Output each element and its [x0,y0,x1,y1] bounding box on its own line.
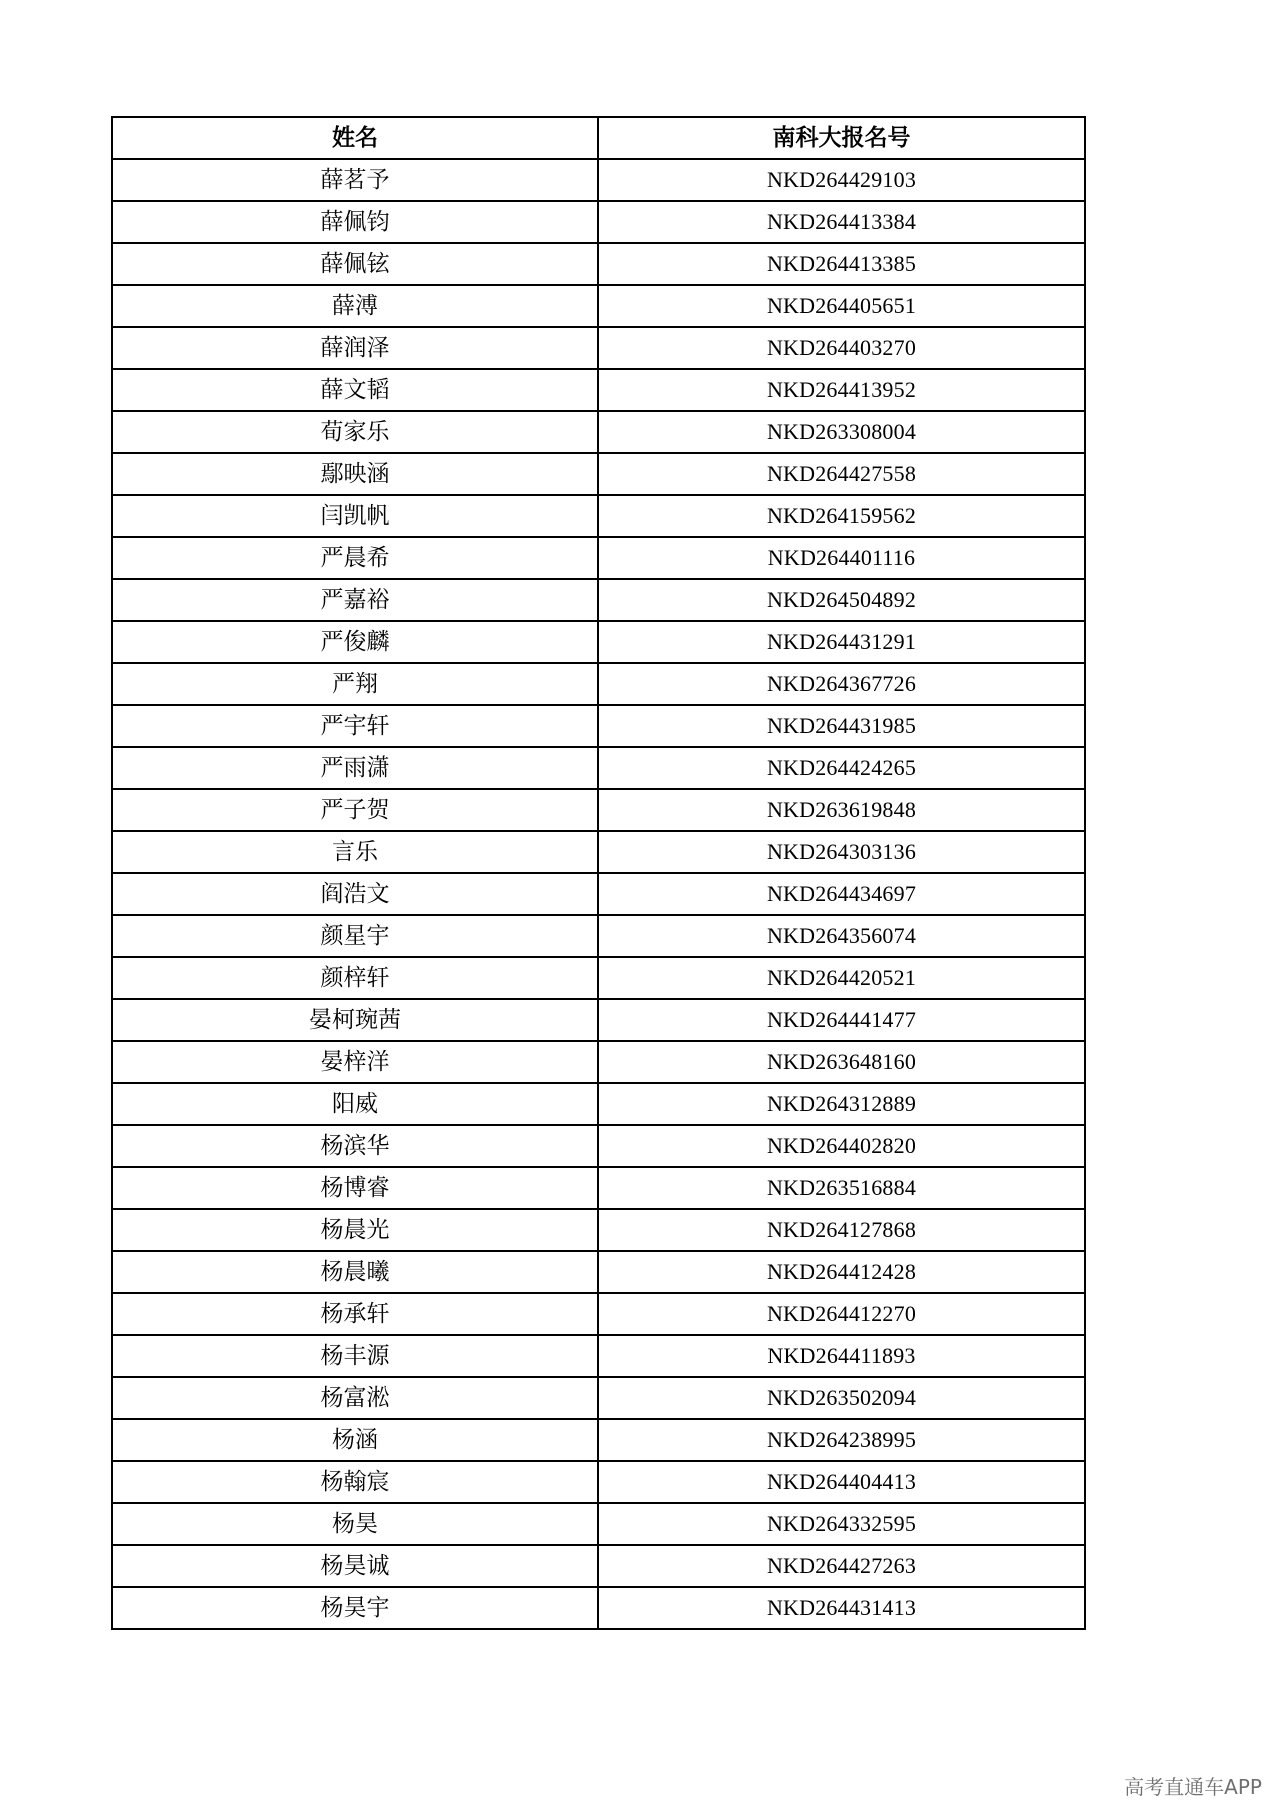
watermark: 高考直通车APP [1124,1775,1262,1799]
student-name: 严晨希 [112,537,598,579]
student-name: 杨晨光 [112,1209,598,1251]
table-row [112,747,1085,789]
table-row [112,621,1085,663]
table-row [112,999,1085,1041]
registration-number: NKD264413385 [598,243,1085,285]
student-name: 杨晨曦 [112,1251,598,1293]
table-row [112,1503,1085,1545]
registration-number: NKD264303136 [598,831,1085,873]
student-name: 晏柯琬茜 [112,999,598,1041]
student-name: 杨富淞 [112,1377,598,1419]
table-row [112,1083,1085,1125]
student-name: 薛润泽 [112,327,598,369]
registration-number: NKD264332595 [598,1503,1085,1545]
registration-number: NKD263619848 [598,789,1085,831]
student-name: 薛佩铉 [112,243,598,285]
table-row [112,369,1085,411]
student-name: 严宇轩 [112,705,598,747]
student-name: 严翔 [112,663,598,705]
registration-number: NKD264127868 [598,1209,1085,1251]
admission-table [111,116,1086,1630]
student-name: 杨翰宸 [112,1461,598,1503]
table-row [112,1377,1085,1419]
student-name: 薛茗予 [112,159,598,201]
table-row [112,915,1085,957]
table-row [112,453,1085,495]
registration-number: NKD264356074 [598,915,1085,957]
table-row [112,1125,1085,1167]
table-row [112,201,1085,243]
table-row [112,1251,1085,1293]
registration-number: NKD264412270 [598,1293,1085,1335]
student-name: 晏梓洋 [112,1041,598,1083]
table-row [112,243,1085,285]
registration-number: NKD263502094 [598,1377,1085,1419]
registration-number: NKD264412428 [598,1251,1085,1293]
registration-number: NKD264238995 [598,1419,1085,1461]
student-name: 薛佩钧 [112,201,598,243]
table-row [112,1461,1085,1503]
registration-number: NKD264402820 [598,1125,1085,1167]
student-name: 颜星宇 [112,915,598,957]
student-name: 杨滨华 [112,1125,598,1167]
student-name: 杨昊宇 [112,1587,598,1629]
registration-number: NKD263308004 [598,411,1085,453]
header-name: 姓名 [112,117,598,159]
table-row [112,705,1085,747]
table-row [112,1335,1085,1377]
registration-number: NKD264431413 [598,1587,1085,1629]
registration-number: NKD264401116 [598,537,1085,579]
table-row [112,1545,1085,1587]
table-row [112,957,1085,999]
registration-number: NKD264405651 [598,285,1085,327]
student-name: 鄢映涵 [112,453,598,495]
registration-number: NKD263648160 [598,1041,1085,1083]
student-name: 杨涵 [112,1419,598,1461]
registration-number: NKD264404413 [598,1461,1085,1503]
table-row [112,1419,1085,1461]
registration-number: NKD264429103 [598,159,1085,201]
student-name: 阳威 [112,1083,598,1125]
registration-number: NKD264504892 [598,579,1085,621]
registration-number: NKD264420521 [598,957,1085,999]
registration-number: NKD264403270 [598,327,1085,369]
registration-number: NKD264441477 [598,999,1085,1041]
registration-number: NKD264434697 [598,873,1085,915]
student-name: 杨丰源 [112,1335,598,1377]
table-row [112,1293,1085,1335]
table-row [112,831,1085,873]
student-name: 杨承轩 [112,1293,598,1335]
table-body [112,159,1085,1629]
registration-number: NKD264427263 [598,1545,1085,1587]
student-name: 杨昊 [112,1503,598,1545]
student-name: 薛文韬 [112,369,598,411]
header-registration-number: 南科大报名号 [598,117,1085,159]
table-row [112,1041,1085,1083]
student-name: 杨昊诚 [112,1545,598,1587]
student-name: 严子贺 [112,789,598,831]
registration-number: NKD263516884 [598,1167,1085,1209]
table-row [112,663,1085,705]
table-row [112,1167,1085,1209]
student-name: 阎浩文 [112,873,598,915]
table-row [112,1587,1085,1629]
table-row [112,411,1085,453]
student-name: 严嘉裕 [112,579,598,621]
table-row [112,789,1085,831]
registration-number: NKD264413952 [598,369,1085,411]
table-row [112,327,1085,369]
registration-number: NKD264159562 [598,495,1085,537]
student-name: 薛溥 [112,285,598,327]
table-row [112,285,1085,327]
table-row [112,495,1085,537]
registration-number: NKD264431985 [598,705,1085,747]
student-name: 杨博睿 [112,1167,598,1209]
student-name: 严雨潇 [112,747,598,789]
student-name: 闫凯帆 [112,495,598,537]
student-name: 荀家乐 [112,411,598,453]
table-row [112,1209,1085,1251]
table-row [112,873,1085,915]
registration-number: NKD264411893 [598,1335,1085,1377]
registration-number: NKD264367726 [598,663,1085,705]
registration-number: NKD264427558 [598,453,1085,495]
table-row [112,537,1085,579]
table-row [112,579,1085,621]
table-header-row [112,117,1085,159]
student-name: 言乐 [112,831,598,873]
table-row [112,159,1085,201]
student-name: 颜梓轩 [112,957,598,999]
registration-number: NKD264413384 [598,201,1085,243]
registration-number: NKD264431291 [598,621,1085,663]
student-name: 严俊麟 [112,621,598,663]
registration-number: NKD264312889 [598,1083,1085,1125]
registration-number: NKD264424265 [598,747,1085,789]
